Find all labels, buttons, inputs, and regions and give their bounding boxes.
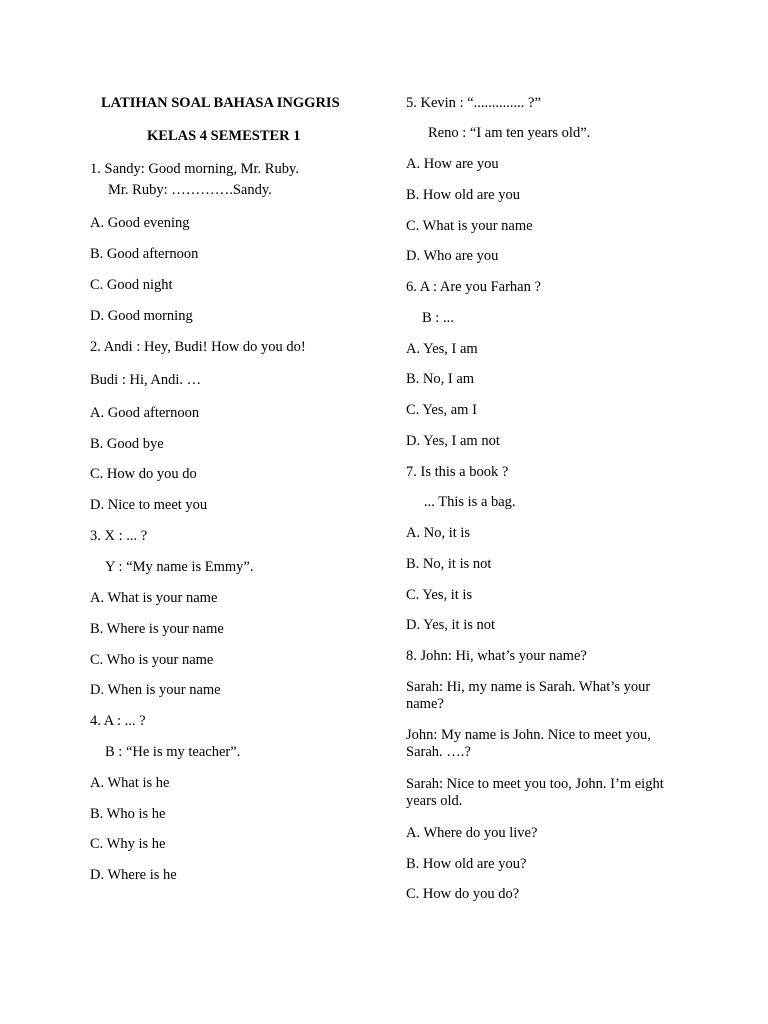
question-1-line-2: Mr. Ruby: ………….Sandy. <box>108 182 272 198</box>
question-3-line-1: 3. X : ... ? <box>90 528 148 544</box>
question-4-line-1: 4. A : ... ? <box>90 713 146 729</box>
question-2-line-2: Budi : Hi, Andi. … <box>90 372 202 388</box>
question-8-line-4b: years old. <box>406 793 463 809</box>
question-7-option-b: B. No, it is not <box>406 556 492 572</box>
question-6-line-2: B : ... <box>422 310 454 326</box>
question-4-option-b: B. Who is he <box>90 806 166 822</box>
question-2-option-b: B. Good bye <box>90 436 164 452</box>
question-8-line-4a: Sarah: Nice to meet you too, John. I’m eight <box>406 776 664 792</box>
question-4-option-d: D. Where is he <box>90 867 177 883</box>
question-5-option-c: C. What is your name <box>406 218 533 234</box>
question-7-option-d: D. Yes, it is not <box>406 617 496 633</box>
question-1-option-a: A. Good evening <box>90 215 190 231</box>
question-8-option-c: C. How do you do? <box>406 886 520 902</box>
question-8-line-3a: John: My name is John. Nice to meet you, <box>406 727 651 743</box>
question-5-option-b: B. How old are you <box>406 187 520 203</box>
question-8-line-1: 8. John: Hi, what’s your name? <box>406 648 587 664</box>
question-7-line-1: 7. Is this a book ? <box>406 464 509 480</box>
question-4-option-c: C. Why is he <box>90 836 166 852</box>
question-1-option-b: B. Good afternoon <box>90 246 199 262</box>
page-subtitle: KELAS 4 SEMESTER 1 <box>147 128 301 144</box>
question-7-option-c: C. Yes, it is <box>406 587 473 603</box>
question-8-option-a: A. Where do you live? <box>406 825 538 841</box>
question-5-option-d: D. Who are you <box>406 248 499 264</box>
question-2-option-d: D. Nice to meet you <box>90 497 208 513</box>
question-3-line-2: Y : “My name is Emmy”. <box>105 559 254 575</box>
question-1-option-d: D. Good morning <box>90 308 193 324</box>
question-2-option-c: C. How do you do <box>90 466 197 482</box>
page-title: LATIHAN SOAL BAHASA INGGRIS <box>101 95 340 111</box>
question-4-line-2: B : “He is my teacher”. <box>105 744 241 760</box>
question-2-option-a: A. Good afternoon <box>90 405 200 421</box>
question-1-option-c: C. Good night <box>90 277 173 293</box>
question-8-option-b: B. How old are you? <box>406 856 527 872</box>
question-5-option-a: A. How are you <box>406 156 499 172</box>
question-8-line-3b: Sarah. ….? <box>406 744 471 760</box>
question-6-line-1: 6. A : Are you Farhan ? <box>406 279 541 295</box>
question-5-line-1: 5. Kevin : “.............. ?” <box>406 95 541 111</box>
question-2-line-1: 2. Andi : Hey, Budi! How do you do! <box>90 339 306 355</box>
question-3-option-d: D. When is your name <box>90 682 221 698</box>
question-3-option-c: C. Who is your name <box>90 652 214 668</box>
question-8-line-2a: Sarah: Hi, my name is Sarah. What’s your <box>406 679 651 695</box>
question-6-option-b: B. No, I am <box>406 371 475 387</box>
question-3-option-a: A. What is your name <box>90 590 218 606</box>
question-7-line-2: ... This is a bag. <box>424 494 516 510</box>
question-1-line-1: 1. Sandy: Good morning, Mr. Ruby. <box>90 161 299 177</box>
question-8-line-2b: name? <box>406 696 444 712</box>
question-6-option-a: A. Yes, I am <box>406 341 478 357</box>
question-3-option-b: B. Where is your name <box>90 621 224 637</box>
question-6-option-d: D. Yes, I am not <box>406 433 500 449</box>
question-5-line-2: Reno : “I am ten years old”. <box>428 125 591 141</box>
question-4-option-a: A. What is he <box>90 775 170 791</box>
question-7-option-a: A. No, it is <box>406 525 471 541</box>
question-6-option-c: C. Yes, am I <box>406 402 477 418</box>
